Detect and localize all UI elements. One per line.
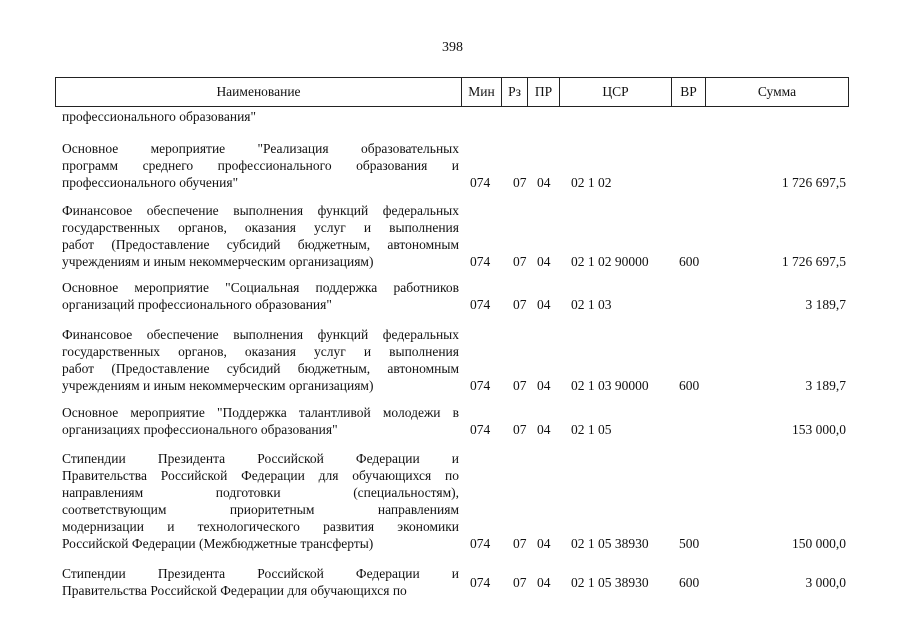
row-name-line: Основное мероприятие "Социальная поддержка работников: [62, 280, 459, 295]
row-name-line: Основное мероприятие "Реализация образовательных: [62, 141, 459, 156]
row-name-line: учреждениям и иным некоммерческим организациям): [62, 254, 374, 269]
cell-pr: 04: [537, 254, 551, 269]
row-name-line: Финансовое обеспечение выполнения функций федеральных: [62, 327, 459, 342]
header-sum: Сумма: [705, 78, 848, 106]
row-name-line: организаций профессионального образования": [62, 297, 332, 312]
continued-row-text: профессионального образования": [62, 109, 257, 124]
row-name-line: профессионального обучения": [62, 175, 239, 190]
row-name: [62, 279, 459, 313]
row-name-line: соответствующим приоритетным направлениям: [62, 502, 459, 517]
cell-pr: 04: [537, 175, 551, 190]
header-pr: ПР: [527, 78, 559, 106]
row-name-line: государственных органов, оказания услуг и выполнения: [62, 344, 459, 359]
row-name-line: Основное мероприятие "Поддержка талантливой молодежи в: [62, 405, 459, 420]
row-name-line: государственных органов, оказания услуг и выполнения: [62, 220, 459, 235]
cell-csr: 02 1 02 90000: [571, 254, 649, 269]
cell-sum: 1 726 697,5: [781, 175, 846, 190]
cell-csr: 02 1 03 90000: [571, 378, 649, 393]
row-name-line: учреждениям и иным некоммерческим организациям): [62, 378, 374, 393]
row-name-line: Стипендии Президента Российской Федерации и: [62, 451, 459, 466]
cell-vr: 500: [679, 536, 700, 551]
cell-rz: 07: [513, 254, 527, 269]
row-name-line: Финансовое обеспечение выполнения функций федеральных: [62, 203, 459, 218]
cell-rz: 07: [513, 536, 527, 551]
cell-rz: 07: [513, 175, 527, 190]
cell-vr: 600: [679, 575, 700, 590]
row-name: [62, 202, 459, 270]
cell-sum: 153 000,0: [792, 422, 846, 437]
row-name: [62, 404, 459, 438]
cell-sum: 1 726 697,5: [781, 254, 846, 269]
cell-csr: 02 1 05: [571, 422, 612, 437]
cell-pr: 04: [537, 575, 551, 590]
cell-vr: 600: [679, 378, 700, 393]
row-name: [62, 450, 459, 552]
row-name-line: Правительства Российской Федерации для обучающихся по: [62, 468, 459, 483]
cell-min: 074: [470, 175, 491, 190]
row-name-line: Российской Федерации (Межбюджетные трансферты): [62, 536, 374, 551]
cell-rz: 07: [513, 378, 527, 393]
cell-min: 074: [470, 536, 491, 551]
cell-min: 074: [470, 254, 491, 269]
cell-csr: 02 1 03: [571, 297, 612, 312]
cell-pr: 04: [537, 378, 551, 393]
cell-sum: 150 000,0: [792, 536, 846, 551]
cell-min: 074: [470, 575, 491, 590]
row-name-line: Стипендии Президента Российской Федерации и: [62, 566, 459, 581]
row-name-line: работ (Предоставление субсидий бюджетным, автономным: [62, 361, 459, 376]
header-vr: ВР: [671, 78, 705, 106]
row-name: [62, 326, 459, 394]
cell-sum: 3 189,7: [805, 378, 846, 393]
row-name-line: программ среднего профессионального образования и: [62, 158, 459, 173]
header-csr: ЦСР: [559, 78, 671, 106]
row-name-line: Правительства Российской Федерации для обучающихся по: [62, 583, 407, 598]
cell-min: 074: [470, 422, 491, 437]
row-name-line: организациях профессионального образования": [62, 422, 338, 437]
cell-rz: 07: [513, 297, 527, 312]
header-rz: Рз: [501, 78, 527, 106]
cell-vr: 600: [679, 254, 700, 269]
row-name-line: модернизации и технологического развития экономики: [62, 519, 459, 534]
cell-pr: 04: [537, 422, 551, 437]
header-min: Мин: [461, 78, 501, 106]
cell-min: 074: [470, 297, 491, 312]
cell-rz: 07: [513, 422, 527, 437]
cell-pr: 04: [537, 536, 551, 551]
row-name: [62, 140, 459, 191]
cell-rz: 07: [513, 575, 527, 590]
cell-csr: 02 1 02: [571, 175, 612, 190]
row-name: [62, 565, 459, 599]
row-name-line: направлениям подготовки (специальностям),: [62, 485, 459, 500]
cell-pr: 04: [537, 297, 551, 312]
cell-csr: 02 1 05 38930: [571, 536, 649, 551]
cell-sum: 3 000,0: [805, 575, 846, 590]
page-number: 398: [442, 40, 463, 55]
row-name-line: работ (Предоставление субсидий бюджетным, автономным: [62, 237, 459, 252]
table-header: [55, 77, 849, 107]
header-name: Наименование: [216, 84, 301, 99]
cell-sum: 3 189,7: [805, 297, 846, 312]
cell-csr: 02 1 05 38930: [571, 575, 649, 590]
cell-min: 074: [470, 378, 491, 393]
